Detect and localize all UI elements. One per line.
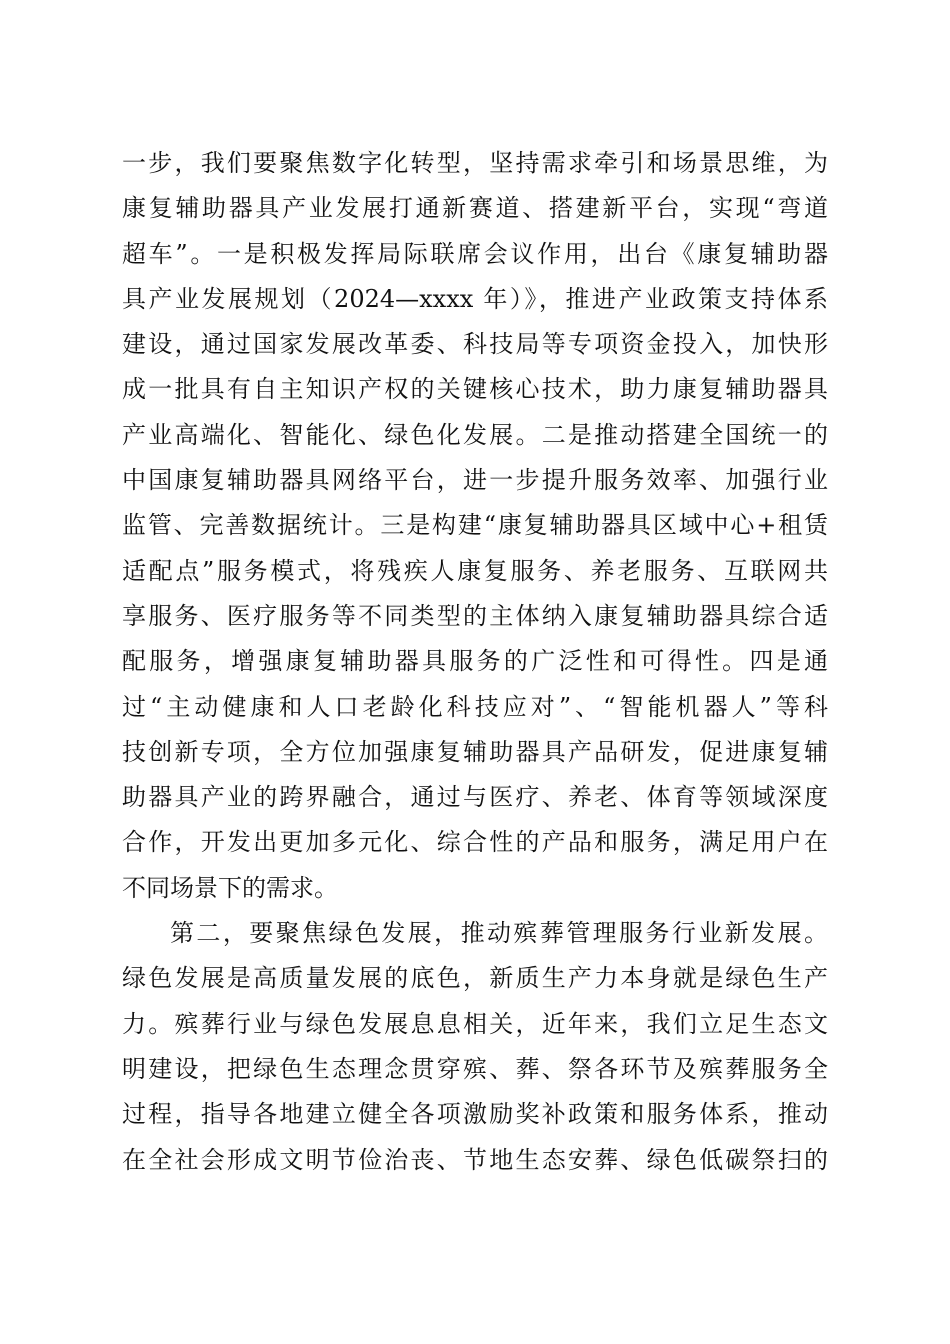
text-line: 配服务，增强康复辅助器具服务的广泛性和可得性。四是通 xyxy=(122,647,828,676)
text-line: 成一批具有自主知识产权的关键核心技术，助力康复辅助器具 xyxy=(122,375,828,404)
text-line: 绿色发展是高质量发展的底色，新质生产力本身就是绿色生产 xyxy=(122,964,828,993)
text-line: 中国康复辅助器具网络平台，进一步提升服务效率、加强行业 xyxy=(122,466,828,495)
paragraph-digital-transformation xyxy=(122,141,828,911)
text-line: 不同场景下的需求。 xyxy=(122,873,338,902)
text-line: 具产业发展规划（2024—xxxx 年）》，推进产业政策支持体系 xyxy=(122,284,828,313)
paragraph-heading-line: 第二，要聚焦绿色发展，推动殡葬管理服务行业新发展。 xyxy=(170,919,828,948)
text-line: 产业高端化、智能化、绿色化发展。二是推动搭建全国统一的 xyxy=(122,420,828,449)
text-line: 适配点”服务模式，将残疾人康复服务、养老服务、互联网共 xyxy=(122,556,828,585)
text-line: 力。殡葬行业与绿色发展息息相关，近年来，我们立足生态文 xyxy=(122,1009,828,1038)
text-line: 技创新专项，全方位加强康复辅助器具产品研发，促进康复辅 xyxy=(122,737,828,766)
text-line: 监管、完善数据统计。三是构建“康复辅助器具区域中心+租赁 xyxy=(122,511,828,540)
text-line: 享服务、医疗服务等不同类型的主体纳入康复辅助器具综合适 xyxy=(122,601,828,630)
text-line: 过程，指导各地建立健全各项激励奖补政策和服务体系，推动 xyxy=(122,1100,828,1129)
text-line: 建设，通过国家发展改革委、科技局等专项资金投入，加快形 xyxy=(122,330,828,359)
text-line: 合作，开发出更加多元化、综合性的产品和服务，满足用户在 xyxy=(122,828,828,857)
text-line: 明建设，把绿色生态理念贯穿殡、葬、祭各环节及殡葬服务全 xyxy=(122,1054,828,1083)
text-line: 一步，我们要聚焦数字化转型，坚持需求牵引和场景思维，为 xyxy=(122,149,828,177)
text-line: 在全社会形成文明节俭治丧、节地生态安葬、绿色低碳祭扫的 xyxy=(122,1145,828,1174)
text-line: 过“主动健康和人口老龄化科技应对”、“智能机器人”等科 xyxy=(122,692,828,721)
body-text xyxy=(122,141,828,1183)
text-line: 超车”。一是积极发挥局际联席会议作用，出台《康复辅助器 xyxy=(122,239,828,268)
text-line: 助器具产业的跨界融合，通过与医疗、养老、体育等领域深度 xyxy=(122,783,828,812)
text-line: 康复辅助器具产业发展打通新赛道、搭建新平台，实现“弯道 xyxy=(122,194,828,223)
paragraph-green-development xyxy=(122,911,828,1183)
